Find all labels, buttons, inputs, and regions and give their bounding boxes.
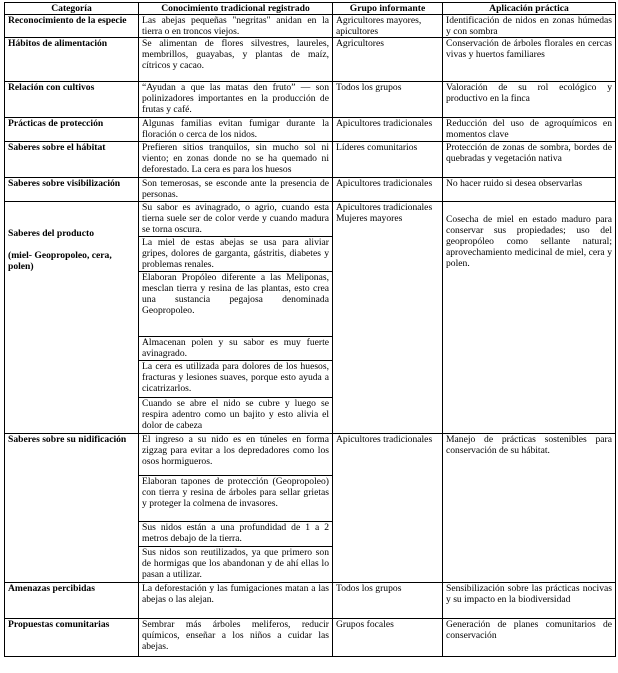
cell-conocimiento: Su sabor es avinagrado, o agrio, cuando esta tierna suele ser de color verde y cuando madura se torna oscura.	[139, 202, 333, 237]
cell-categoria-nidificacion: Saberes sobre su nidificación	[5, 434, 139, 583]
cell-conocimiento: “Ayudan a que las matas den fruto” — son polinizadores importantes en la producción de frutas y café.	[139, 82, 333, 118]
cell-grupo: Agricultores mayores, apicultores	[333, 15, 443, 38]
cell-aplicacion: Reducción del uso de agroquímicos en momentos clave	[443, 118, 616, 142]
cell-categoria: Propuestas comunitarias	[5, 619, 139, 657]
table-row	[5, 434, 616, 476]
grupo-producto-2: Mujeres mayores	[336, 213, 403, 224]
header-row	[5, 3, 616, 15]
header-conocimiento: Conocimiento tradicional registrado	[139, 3, 333, 15]
cell-grupo-nidificacion: Apicultores tradicionales	[333, 434, 443, 583]
table-row	[5, 619, 616, 657]
cell-conocimiento: El ingreso a su nido es en túneles en forma zigzag para evitar a los depredadores como los osos hormigueros.	[139, 434, 333, 476]
header-categoria: Categoría	[5, 3, 139, 15]
cell-conocimiento: Sus nidos están a una profundidad de 1 a 2 metros debajo de la tierra.	[139, 522, 333, 547]
cell-conocimiento: Algunas familias evitan fumigar durante la floración o cerca de los nidos.	[139, 118, 333, 142]
cell-aplicacion: Protección de zonas de sombra, bordes de quebradas y vegetación nativa	[443, 142, 616, 178]
cell-categoria-producto	[5, 202, 139, 434]
table-row	[5, 202, 616, 237]
cell-conocimiento: Cuando se abre el nido se cubre y luego se respira adentro como un bajito y esto alivia el dolor de cabeza	[139, 398, 333, 434]
cell-conocimiento: Se alimentan de flores silvestres, laureles, membrillos, guayabas, y plantas de maíz, cítricos y cacao.	[139, 38, 333, 82]
header-grupo: Grupo informante	[333, 3, 443, 15]
cell-categoria: Reconocimiento de la especie	[5, 15, 139, 38]
cell-grupo: Apicultores tradicionales	[333, 118, 443, 142]
cell-aplicacion-producto	[443, 202, 616, 434]
knowledge-table	[4, 2, 616, 657]
cell-grupo-producto	[333, 202, 443, 434]
cell-categoria: Prácticas de protección	[5, 118, 139, 142]
cell-aplicacion: Sensibilización sobre las prácticas nocivas y su impacto en la biodiversidad	[443, 583, 616, 619]
table-row	[5, 82, 616, 118]
cell-grupo: Agricultores	[333, 38, 443, 82]
cell-grupo: Apicultores tradicionales	[333, 178, 443, 202]
table-row	[5, 142, 616, 178]
table-row	[5, 583, 616, 619]
aplicacion-producto-text: Cosecha de miel en estado maduro para conservar sus propiedades; uso del geopropóleo como sellante natural; aprovechamiento medicinal de miel, cera y polen.	[446, 214, 612, 269]
cell-aplicacion: Conservación de árboles florales en cercas vivas y huertos familiares	[443, 38, 616, 82]
cell-conocimiento: Prefieren sitios tranquilos, sin mucho sol ni viento; en zonas donde no se ha quemado ni deforestado. La cera es para los huesos	[139, 142, 333, 178]
cell-conocimiento: Almacenan polen y su sabor es muy fuerte avinagrado.	[139, 337, 333, 361]
grupo-producto-1: Apicultores tradicionales	[336, 202, 433, 213]
cell-conocimiento: Son temerosas, se esconde ante la presencia de personas.	[139, 178, 333, 202]
cell-aplicacion: No hacer ruido si desea observarlas	[443, 178, 616, 202]
table-row	[5, 118, 616, 142]
cell-conocimiento: Sus nidos son reutilizados, ya que primero son de hormigas que los abandonan y de ahí ellas lo pasan a utilizar.	[139, 547, 333, 583]
cell-aplicacion: Identificación de nidos en zonas húmedas y con sombra	[443, 15, 616, 38]
cell-conocimiento: La cera es utilizada para dolores de los huesos, fracturas y lesiones suaves, porque esto ayuda a cicatrizarlos.	[139, 361, 333, 398]
cell-aplicacion: Valoración de su rol ecológico y productivo en la finca	[443, 82, 616, 118]
cell-categoria: Saberes sobre el hábitat	[5, 142, 139, 178]
cell-categoria: Hábitos de alimentación	[5, 38, 139, 82]
table-row	[5, 38, 616, 82]
cell-conocimiento: La deforestación y las fumigaciones matan a las abejas o las alejan.	[139, 583, 333, 619]
cell-conocimiento: Elaboran tapones de protección (Geopropoleo) con tierra y resina de árboles para sellar grietas y proteger la colmena de invasores.	[139, 476, 333, 522]
cell-categoria: Saberes sobre visibilización	[5, 178, 139, 202]
cell-categoria: Relación con cultivos	[5, 82, 139, 118]
cell-aplicacion: Generación de planes comunitarios de conservación	[443, 619, 616, 657]
cell-conocimiento: Sembrar más árboles meliferos, reducir químicos, enseñar a los niños a cuidar las abejas.	[139, 619, 333, 657]
header-aplicacion: Aplicación práctica	[443, 3, 616, 15]
cell-grupo: Todos los grupos	[333, 583, 443, 619]
categoria-producto-subtitle: (miel- Geopropoleo, cera, polen)	[8, 250, 112, 272]
cell-grupo: Líderes comunitarios	[333, 142, 443, 178]
cell-aplicacion-nidificacion: Manejo de prácticas sostenibles para conservación de su hábitat.	[443, 434, 616, 583]
table-row	[5, 15, 616, 38]
table-row	[5, 178, 616, 202]
cell-conocimiento: Las abejas pequeñas "negritas" anidan en la tierra o en troncos viejos.	[139, 15, 333, 38]
cell-grupo: Grupos focales	[333, 619, 443, 657]
categoria-producto-title: Saberes del producto	[8, 228, 94, 239]
cell-grupo: Todos los grupos	[333, 82, 443, 118]
cell-conocimiento: La miel de estas abejas se usa para aliviar gripes, dolores de garganta, gástritis, diabetes y problemas renales.	[139, 237, 333, 272]
cell-categoria: Amenazas percibidas	[5, 583, 139, 619]
cell-conocimiento: Elaboran Propóleo diferente a las Meliponas, mesclan tierra y resina de las plantas, esto crea una sustancia pegajosa denominada Geopropoleo.	[139, 272, 333, 337]
